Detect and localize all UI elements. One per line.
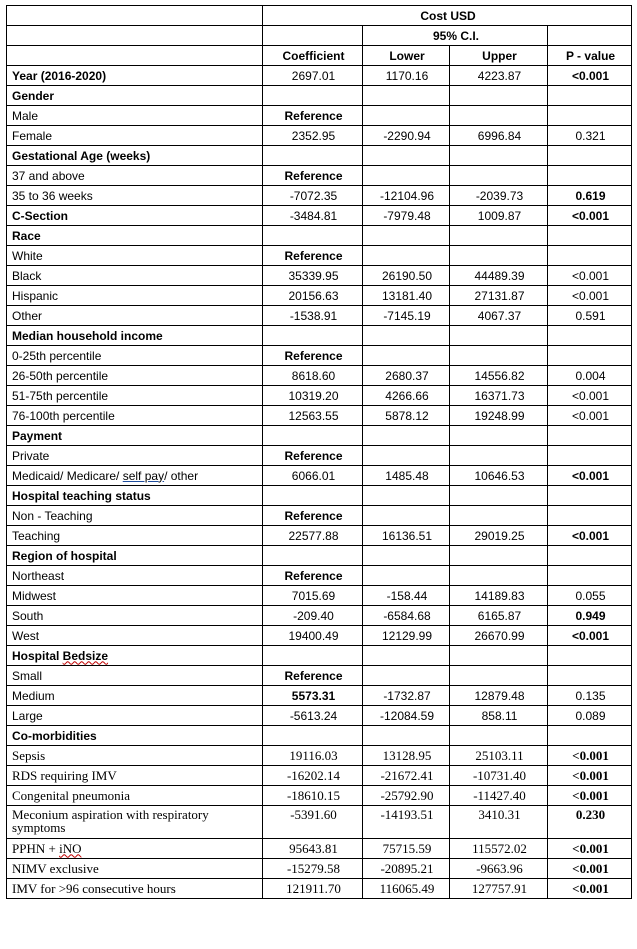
table-row [7,726,632,746]
lower-ci-cell [363,666,450,686]
coefficient-cell: 19400.49 [263,626,363,646]
upper-ci-cell: 127757.91 [450,879,548,899]
row-label-text: Hospital [12,648,63,663]
lower-ci-cell: -2290.94 [363,126,450,146]
lower-ci-cell [363,106,450,126]
lower-ci-cell: -14193.51 [363,806,450,839]
p-value-cell: <0.001 [548,66,632,86]
lower-ci-cell [363,486,450,506]
lower-ci-cell: -1732.87 [363,686,450,706]
p-value-cell: <0.001 [548,766,632,786]
coefficient-cell [263,146,363,166]
coefficient-cell: 6066.01 [263,466,363,486]
upper-ci-cell: 3410.31 [450,806,548,839]
row-label [7,646,263,666]
upper-ci-cell: 6165.87 [450,606,548,626]
upper-ci-cell [450,226,548,246]
lower-ci-cell [363,566,450,586]
upper-ci-cell [450,106,548,126]
coefficient-cell: -1538.91 [263,306,363,326]
table-row [7,346,632,366]
table-row [7,426,632,446]
table-row [7,126,632,146]
coefficient-cell: 121911.70 [263,879,363,899]
row-label [7,466,263,486]
header-blank-cell [7,26,263,46]
coefficient-cell [263,486,363,506]
coefficient-header: Coefficient [263,46,363,66]
lower-ci-cell: 26190.50 [363,266,450,286]
row-label: 76-100th percentile [7,406,263,426]
lower-ci-cell [363,726,450,746]
upper-ci-cell: -9663.96 [450,859,548,879]
upper-ci-cell: 4067.37 [450,306,548,326]
p-value-cell [548,506,632,526]
upper-ci-cell [450,146,548,166]
p-value-cell [548,446,632,466]
row-label: Northeast [7,566,263,586]
table-row [7,166,632,186]
lower-ci-cell: -7145.19 [363,306,450,326]
p-value-cell: 0.321 [548,126,632,146]
table-row [7,666,632,686]
p-value-cell: 0.591 [548,306,632,326]
lower-ci-cell [363,86,450,106]
upper-ci-cell: 25103.11 [450,746,548,766]
p-value-cell [548,166,632,186]
lower-ci-cell: 2680.37 [363,366,450,386]
row-label: NIMV exclusive [7,859,263,879]
upper-ci-cell: -10731.40 [450,766,548,786]
table-row [7,306,632,326]
coefficient-cell [263,86,363,106]
upper-ci-cell: 4223.87 [450,66,548,86]
row-label: Hospital teaching status [7,486,263,506]
upper-ci-cell: 6996.84 [450,126,548,146]
coefficient-cell [263,726,363,746]
p-value-cell [548,146,632,166]
lower-ci-cell: -20895.21 [363,859,450,879]
upper-ci-cell: 115572.02 [450,839,548,859]
row-label: Sepsis [7,746,263,766]
coefficient-cell: Reference [263,346,363,366]
p-value-cell: <0.001 [548,386,632,406]
table-row [7,466,632,486]
table-row [7,879,632,899]
row-label: 26-50th percentile [7,366,263,386]
table-row [7,366,632,386]
upper-ci-cell [450,166,548,186]
p-value-cell [548,546,632,566]
coefficient-cell: Reference [263,566,363,586]
p-value-cell [548,726,632,746]
row-label: South [7,606,263,626]
p-value-cell [548,226,632,246]
table-row [7,506,632,526]
lower-ci-cell: 12129.99 [363,626,450,646]
lower-ci-cell [363,146,450,166]
lower-ci-cell: -7979.48 [363,206,450,226]
upper-ci-cell: 14189.83 [450,586,548,606]
row-label: Region of hospital [7,546,263,566]
upper-ci-cell: 858.11 [450,706,548,726]
table-row [7,266,632,286]
lower-ci-cell: 1485.48 [363,466,450,486]
upper-ci-cell: 26670.99 [450,626,548,646]
coefficient-cell: Reference [263,166,363,186]
table-row [7,86,632,106]
upper-ci-cell: 19248.99 [450,406,548,426]
p-value-cell [548,326,632,346]
table-row [7,146,632,166]
lower-ci-cell [363,446,450,466]
coefficient-cell: 2697.01 [263,66,363,86]
p-value-cell [548,86,632,106]
table-row [7,626,632,646]
p-value-cell: <0.001 [548,286,632,306]
coefficient-cell: Reference [263,506,363,526]
row-label-text: Medicaid/ Medicare/ [12,468,123,483]
table-row [7,746,632,766]
lower-ci-cell [363,246,450,266]
p-value-cell: <0.001 [548,839,632,859]
row-label: C-Section [7,206,263,226]
upper-ci-cell [450,666,548,686]
coefficient-cell: -15279.58 [263,859,363,879]
table-row [7,859,632,879]
row-label: RDS requiring IMV [7,766,263,786]
header-blank-cell [548,26,632,46]
p-value-cell: 0.230 [548,806,632,839]
upper-ci-cell [450,426,548,446]
table-row [7,786,632,806]
row-label [7,839,263,859]
coefficient-cell: Reference [263,446,363,466]
lower-ci-cell: -6584.68 [363,606,450,626]
lower-ci-cell: 1170.16 [363,66,450,86]
p-value-cell: <0.001 [548,859,632,879]
row-label: Gender [7,86,263,106]
coefficient-cell: 2352.95 [263,126,363,146]
table-row [7,706,632,726]
upper-ci-cell: 29019.25 [450,526,548,546]
p-value-cell: 0.135 [548,686,632,706]
row-label: Co-morbidities [7,726,263,746]
coefficient-cell: 22577.88 [263,526,363,546]
lower-ci-cell: 75715.59 [363,839,450,859]
spellcheck-underlined-text: self pay [122,468,165,483]
lower-ci-cell [363,346,450,366]
lower-ci-cell: 4266.66 [363,386,450,406]
upper-ci-cell: -11427.40 [450,786,548,806]
coefficient-cell: 8618.60 [263,366,363,386]
row-label: 37 and above [7,166,263,186]
lower-ci-cell: 116065.49 [363,879,450,899]
lower-ci-cell: -25792.90 [363,786,450,806]
upper-ci-cell: 12879.48 [450,686,548,706]
coefficient-cell: -209.40 [263,606,363,626]
header-row-columns [7,46,632,66]
p-value-cell: <0.001 [548,406,632,426]
upper-ci-cell [450,726,548,746]
lower-ci-cell: 13181.40 [363,286,450,306]
upper-ci-cell [450,346,548,366]
table-row [7,686,632,706]
row-label: Female [7,126,263,146]
p-value-cell [548,106,632,126]
coefficient-cell [263,326,363,346]
p-value-cell: 0.089 [548,706,632,726]
lower-ci-cell [363,326,450,346]
lower-header: Lower [363,46,450,66]
header-row-group [7,6,632,26]
row-label: Non - Teaching [7,506,263,526]
header-blank-cell [263,26,363,46]
row-label: Hispanic [7,286,263,306]
table-row [7,566,632,586]
row-label: Male [7,106,263,126]
upper-ci-cell: 16371.73 [450,386,548,406]
row-label: Congenital pneumonia [7,786,263,806]
p-value-cell: <0.001 [548,626,632,646]
upper-ci-cell [450,546,548,566]
upper-ci-cell: 14556.82 [450,366,548,386]
table-row [7,806,632,839]
p-value-cell: <0.001 [548,466,632,486]
upper-ci-cell: 44489.39 [450,266,548,286]
coefficient-cell: 12563.55 [263,406,363,426]
table-row [7,386,632,406]
p-value-cell: <0.001 [548,266,632,286]
row-label: West [7,626,263,646]
lower-ci-cell: -12084.59 [363,706,450,726]
table-row [7,586,632,606]
row-label: White [7,246,263,266]
table-row [7,186,632,206]
row-label: Meconium aspiration with respiratory symptoms [7,806,263,839]
row-label: Other [7,306,263,326]
table-row [7,646,632,666]
coefficient-cell: Reference [263,106,363,126]
row-label: Median household income [7,326,263,346]
upper-ci-cell [450,506,548,526]
coefficient-cell: -5391.60 [263,806,363,839]
header-row-ci [7,26,632,46]
p-value-cell: <0.001 [548,206,632,226]
row-label: Teaching [7,526,263,546]
row-label: Private [7,446,263,466]
table-row [7,406,632,426]
upper-ci-cell [450,246,548,266]
table-row [7,486,632,506]
lower-ci-cell [363,546,450,566]
p-value-cell: <0.001 [548,786,632,806]
table-row [7,526,632,546]
p-value-cell: <0.001 [548,526,632,546]
lower-ci-cell: 16136.51 [363,526,450,546]
upper-ci-cell [450,646,548,666]
table-row [7,206,632,226]
lower-ci-cell [363,506,450,526]
lower-ci-cell [363,166,450,186]
p-value-cell [548,666,632,686]
coefficient-cell: -3484.81 [263,206,363,226]
row-label: Large [7,706,263,726]
row-label: 51-75th percentile [7,386,263,406]
row-label: Payment [7,426,263,446]
lower-ci-cell [363,226,450,246]
upper-ci-cell [450,446,548,466]
p-value-cell: 0.619 [548,186,632,206]
cost-usd-header: Cost USD [263,6,632,26]
coefficient-cell: -18610.15 [263,786,363,806]
table-row [7,446,632,466]
row-label: 0-25th percentile [7,346,263,366]
upper-ci-cell: 1009.87 [450,206,548,226]
upper-ci-cell: -2039.73 [450,186,548,206]
p-value-cell: <0.001 [548,879,632,899]
table-row [7,226,632,246]
header-blank-cell [7,46,263,66]
p-value-cell [548,346,632,366]
row-label: Race [7,226,263,246]
p-value-cell [548,246,632,266]
p-value-cell: 0.004 [548,366,632,386]
coefficient-cell [263,426,363,446]
coefficient-cell: 7015.69 [263,586,363,606]
p-value-header: P - value [548,46,632,66]
upper-ci-cell: 10646.53 [450,466,548,486]
coefficient-cell [263,646,363,666]
lower-ci-cell [363,646,450,666]
lower-ci-cell: -158.44 [363,586,450,606]
upper-ci-cell [450,486,548,506]
upper-ci-cell: 27131.87 [450,286,548,306]
coefficient-cell [263,546,363,566]
table-row [7,66,632,86]
p-value-cell: <0.001 [548,746,632,766]
upper-ci-cell [450,326,548,346]
table-row [7,246,632,266]
lower-ci-cell: 5878.12 [363,406,450,426]
row-label: Black [7,266,263,286]
row-label: Midwest [7,586,263,606]
row-label: 35 to 36 weeks [7,186,263,206]
table-row [7,286,632,306]
lower-ci-cell: -21672.41 [363,766,450,786]
p-value-cell: 0.949 [548,606,632,626]
coefficient-cell: 35339.95 [263,266,363,286]
row-label: Medium [7,686,263,706]
regression-table [6,5,632,899]
table-row [7,839,632,859]
upper-ci-cell [450,86,548,106]
p-value-cell: 0.055 [548,586,632,606]
row-label: Year (2016-2020) [7,66,263,86]
lower-ci-cell: -12104.96 [363,186,450,206]
upper-ci-cell [450,566,548,586]
coefficient-cell: 5573.31 [263,686,363,706]
p-value-cell [548,646,632,666]
table-row [7,766,632,786]
table-row [7,546,632,566]
ci-header: 95% C.I. [363,26,548,46]
coefficient-cell: -5613.24 [263,706,363,726]
coefficient-cell: -16202.14 [263,766,363,786]
row-label: IMV for >96 consecutive hours [7,879,263,899]
coefficient-cell: 19116.03 [263,746,363,766]
upper-header: Upper [450,46,548,66]
table-row [7,106,632,126]
coefficient-cell: -7072.35 [263,186,363,206]
coefficient-cell: Reference [263,246,363,266]
coefficient-cell [263,226,363,246]
table-row [7,326,632,346]
p-value-cell [548,486,632,506]
lower-ci-cell: 13128.95 [363,746,450,766]
coefficient-cell: 20156.63 [263,286,363,306]
header-blank-cell [7,6,263,26]
row-label: Gestational Age (weeks) [7,146,263,166]
spellcheck-underlined-text: iNO [59,840,82,856]
spellcheck-underlined-text: Bedsize [62,648,109,663]
p-value-cell [548,426,632,446]
row-label-text: PPHN + [12,840,60,856]
coefficient-cell: Reference [263,666,363,686]
p-value-cell [548,566,632,586]
coefficient-cell: 95643.81 [263,839,363,859]
lower-ci-cell [363,426,450,446]
row-label-text: / other [164,468,199,483]
table-row [7,606,632,626]
coefficient-cell: 10319.20 [263,386,363,406]
row-label: Small [7,666,263,686]
